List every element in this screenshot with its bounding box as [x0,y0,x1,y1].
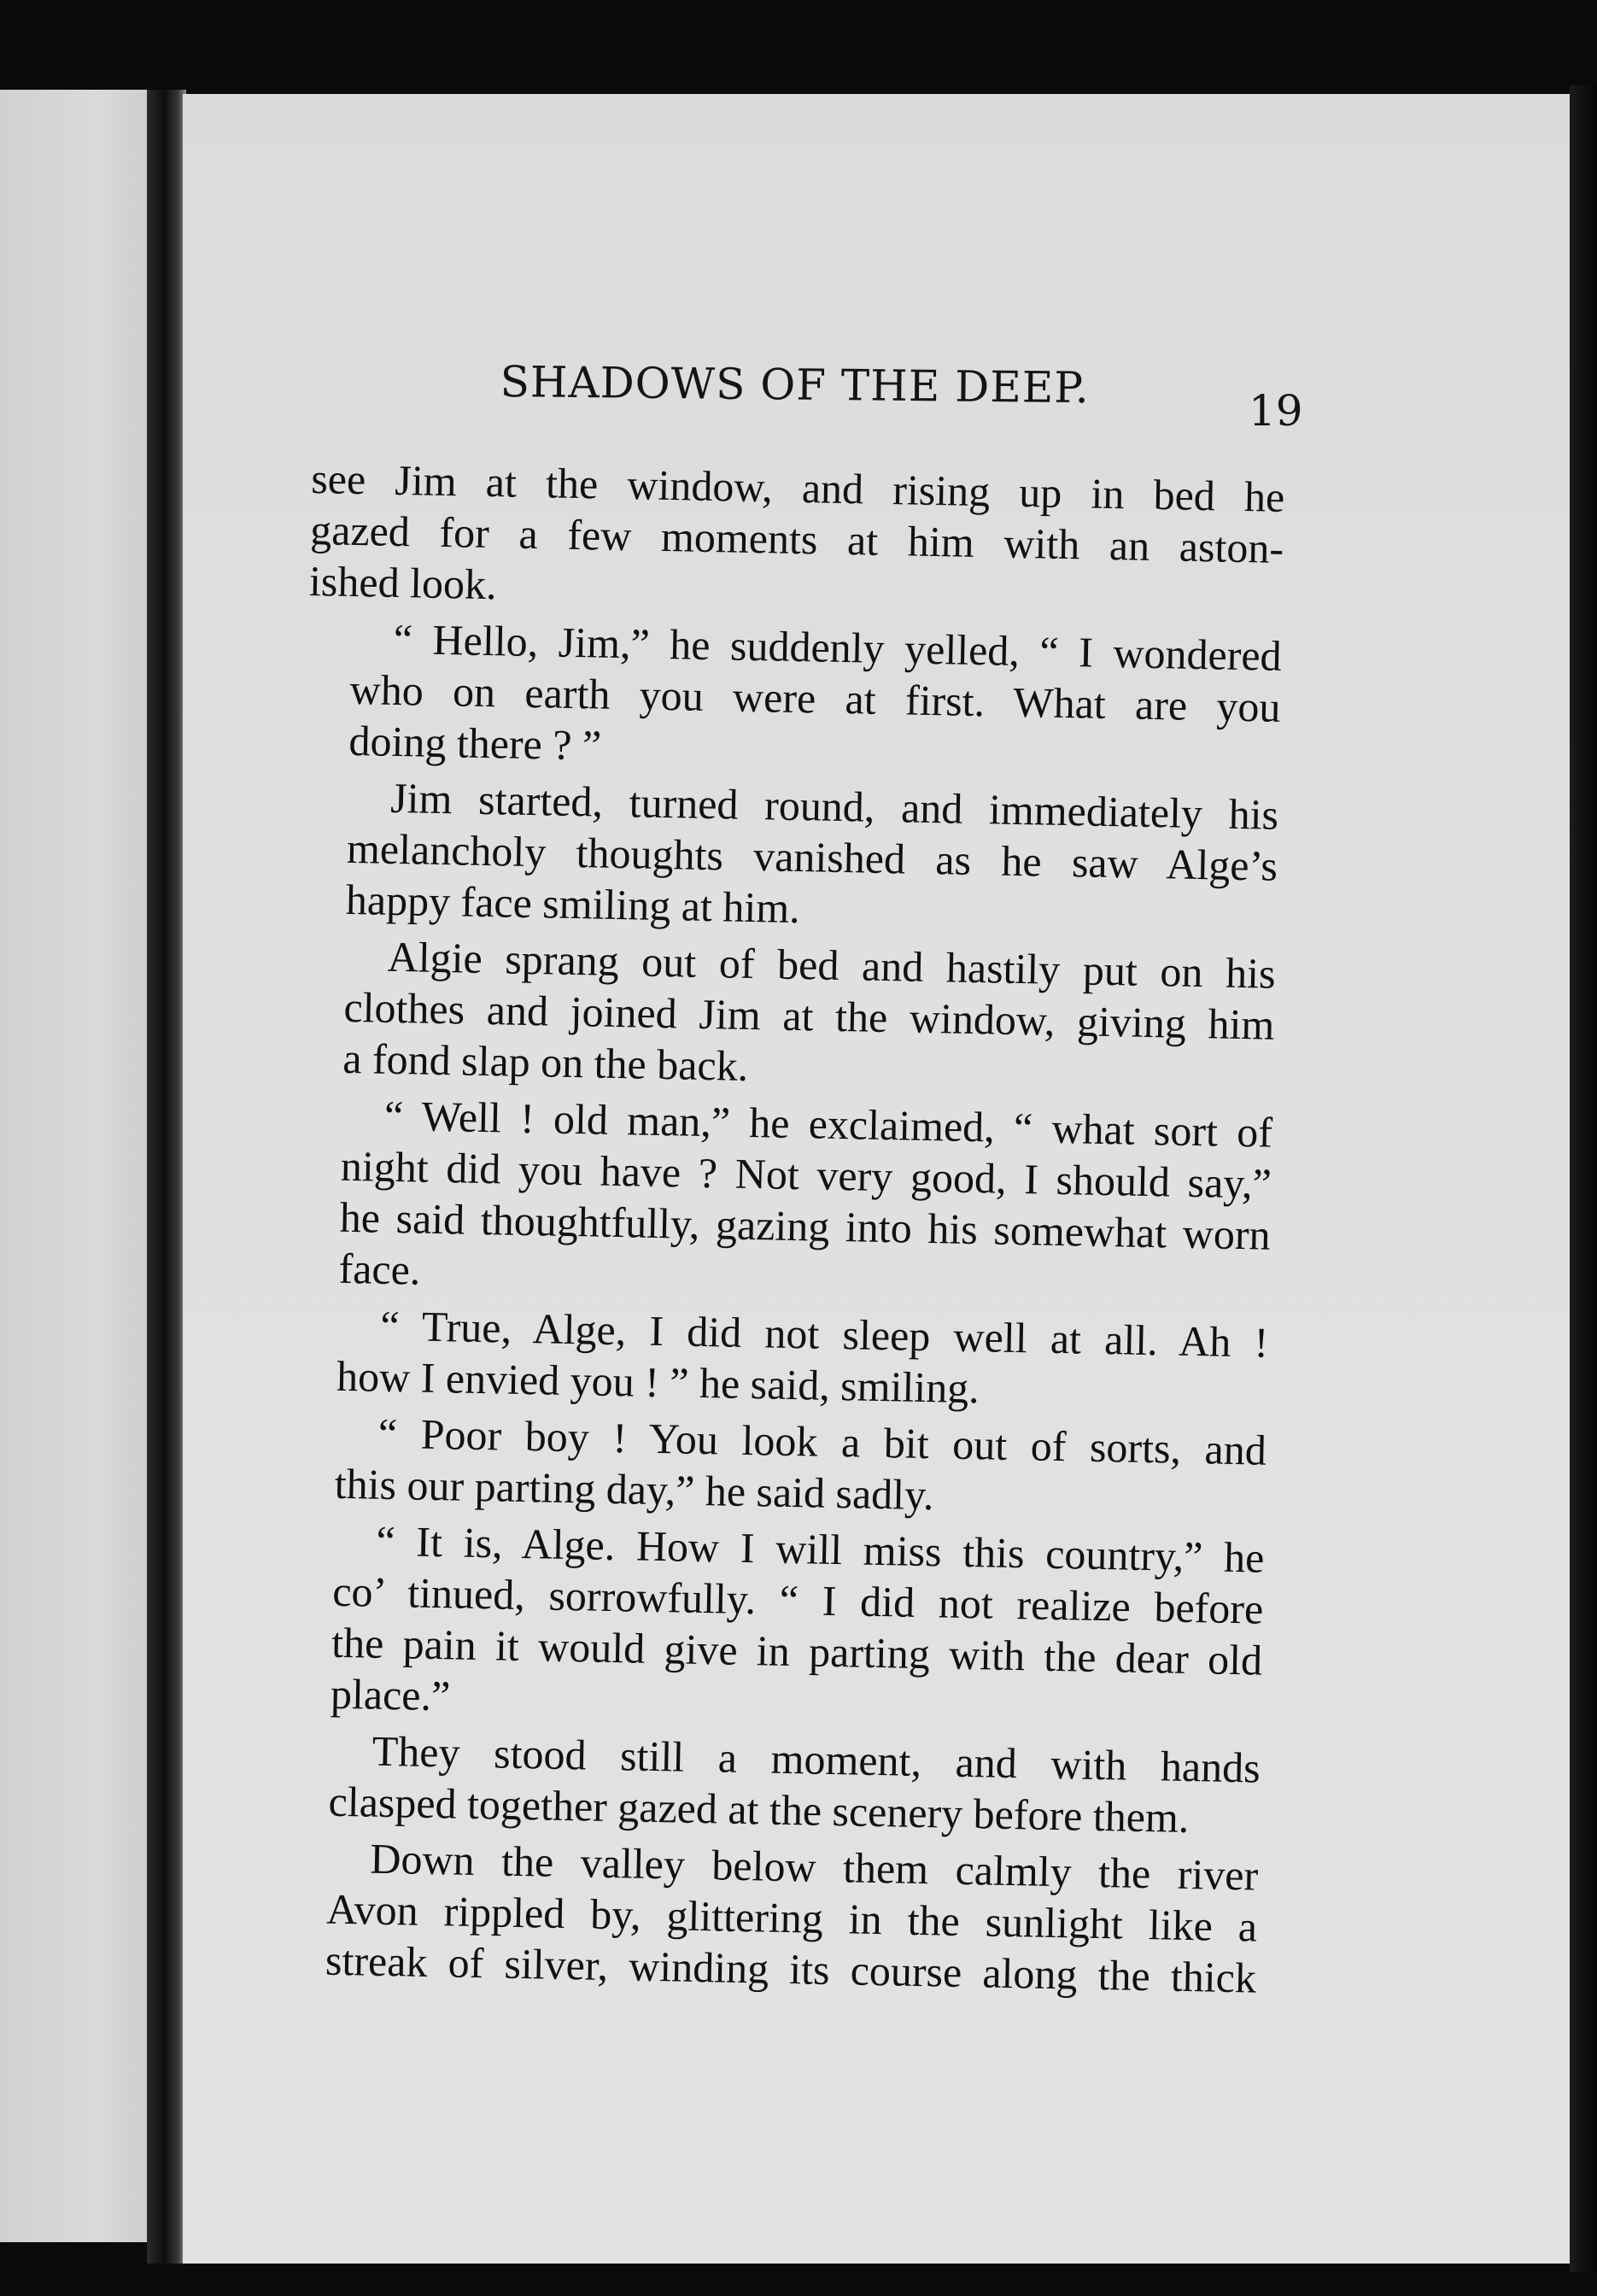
page-outer-edge [1570,85,1597,2272]
text-line: Down the valley below them calmly the river [369,1834,1259,1900]
text-line: clasped together gazed at the scenery before them. [328,1777,1190,1842]
text-line: doing there ? ” [348,716,602,770]
facing-page-edge [0,90,161,2242]
paragraph [306,612,1282,784]
paragraph [291,1406,1266,1527]
paragraph [302,770,1278,943]
text-line: how I envied you ! ” he said, smiling. [336,1351,980,1413]
text-line: clothes and joined Jim at the window, giving him [343,982,1275,1049]
text-line: co’ tinued, sorrowfully. “ I did not realize before [331,1567,1264,1633]
text-line: “ It is, Alge. How I will miss this country,” he [376,1516,1265,1582]
text-line: he said thoughtfully, gazing into his somewhat worn [339,1192,1272,1259]
text-line: Jim started, turned round, and immediately his [389,773,1279,839]
text-line: happy face smiling at him. [345,875,801,933]
text-line: “ Poor boy ! You look a bit out of sorts, and [377,1409,1267,1474]
paragraph [285,1724,1261,1845]
text-line: They stood still a moment, and with hands [371,1726,1261,1792]
text-line: gazed for a few moments at him with an aston- [309,505,1284,572]
text-line: face. [338,1244,421,1294]
body-text [282,453,1284,2009]
text-line: “ Hello, Jim,” he suddenly yelled, “ I wondered [393,614,1283,680]
text-line: “ Well ! old man,” he exclaimed, “ what sort of [383,1091,1273,1157]
paragraph [309,453,1285,625]
text-line: night did you have ? Not very good, I should say,” [340,1141,1272,1208]
text-line: see Jim at the window, and rising up in bed he [310,454,1285,521]
running-head: SHADOWS OF THE DEEP. [500,357,1090,413]
paragraph [294,1298,1269,1420]
text-line: ished look. [308,556,498,609]
paragraph [300,929,1276,1102]
text-line: who on earth you were at first. What are you [349,665,1282,731]
text-line: streak of silver, winding its course along the thick [325,1936,1257,2002]
book-gutter [147,90,186,2264]
page-number: 19 [1249,386,1303,436]
text-line: “ True, Alge, I did not sleep well at all. Ah ! [379,1301,1269,1367]
text-line: place.” [330,1669,451,1720]
text-line: the pain it would give in parting with the dear old [331,1618,1263,1684]
paragraph [295,1088,1272,1312]
paragraph [288,1514,1265,1737]
text-line: Algie sprang out of bed and hastily put on his [387,932,1277,998]
text-line: melancholy thoughts vanished as he saw Alge’s [346,823,1278,890]
text-line: a fond slap on the back. [342,1034,749,1090]
text-line: Avon rippled by, glittering in the sunlight like a [325,1884,1258,1951]
paragraph [283,1831,1259,2004]
text-line: this our parting day,” he said sadly. [334,1459,934,1520]
